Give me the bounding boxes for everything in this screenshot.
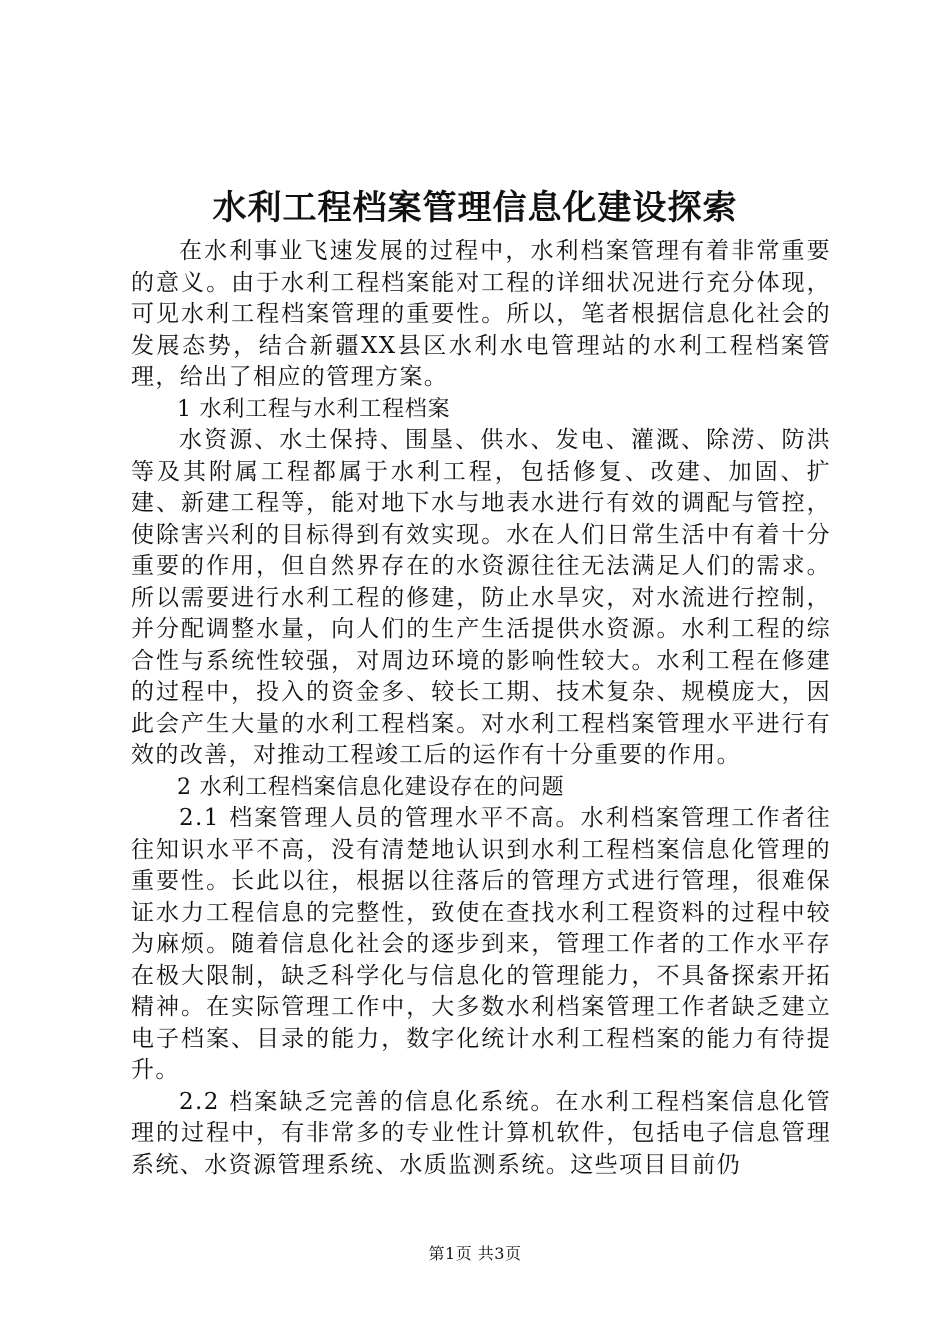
section-2-heading: 2 水利工程档案信息化建设存在的问题 [177, 774, 565, 800]
intro-paragraph: 在水利事业飞速发展的过程中，水利档案管理有着非常重要的意义。由于水利工程档案能对工程的详细状况进行充分体现，可见水利工程档案管理的重要性。所以，笔者根据信息化社会的发展态势，结合新疆XX县区水利水电管理站的水利工程档案管理，给出了相应的管理方案。 [131, 238, 831, 390]
document-body [131, 236, 831, 1181]
section-2-1-paragraph: 2.1 档案管理人员的管理水平不高。水利档案管理工作者往往知识水平不高，没有清楚地认识到水利工程档案信息化管理的重要性。长此以往，根据以往落后的管理方式进行管理，很难保证水力工程信息的完整性，致使在查找水利工程资料的过程中较为麻烦。随着信息化社会的逐步到来，管理工作者的工作水平存在极大限制，缺乏科学化与信息化的管理能力，不具备探索开拓精神。在实际管理工作中，大多数水利档案管理工作者缺乏建立电子档案、目录的能力，数字化统计水利工程档案的能力有待提升。 [131, 805, 831, 1083]
page-number-footer: 第1页 共3页 [428, 1244, 522, 1263]
section-1-paragraph: 水资源、水土保持、围垦、供水、发电、灌溉、除涝、防洪等及其附属工程都属于水利工程，包括修复、改建、加固、扩建、新建工程等，能对地下水与地表水进行有效的调配与管控，使除害兴利的目标得到有效实现。水在人们日常生活中有着十分重要的作用，但自然界存在的水资源往往无法满足人们的需求。所以需要进行水利工程的修建，防止水旱灾，对水流进行控制，并分配调整水量，向人们的生产生活提供水资源。水利工程的综合性与系统性较强，对周边环境的影响性较大。水利工程在修建的过程中，投入的资金多、较长工期、技术复杂、规模庞大，因此会产生大量的水利工程档案。对水利工程档案管理水平进行有效的改善，对推动工程竣工后的运作有十分重要的作用。 [131, 427, 831, 768]
section-2-2-paragraph: 2.2 档案缺乏完善的信息化系统。在水利工程档案信息化管理的过程中，有非常多的专业性计算机软件，包括电子信息管理系统、水资源管理系统、水质监测系统。这些项目目前仍 [131, 1088, 831, 1178]
document-title: 水利工程档案管理信息化建设探索 [212, 188, 738, 228]
section-1-heading: 1 水利工程与水利工程档案 [177, 396, 451, 422]
